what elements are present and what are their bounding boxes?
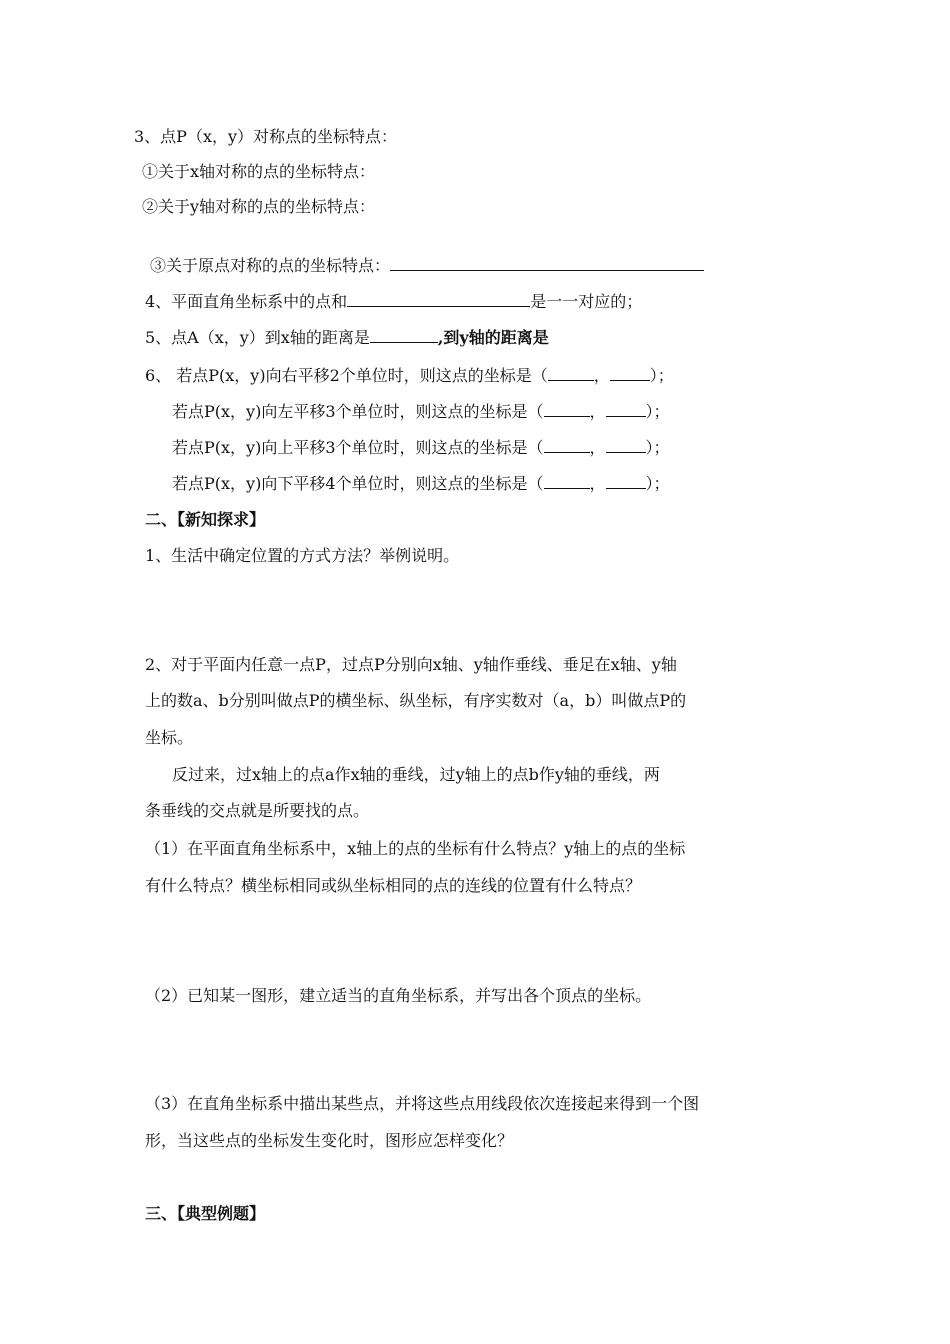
paragraph-2-line-1 [145,654,677,676]
question-1-text: 1、生活中确定位置的方式方法？举例说明。 [145,546,460,565]
y-axis-symmetry-line [142,196,375,218]
sub-question-3-text-1: （3）在直角坐标系中描出某些点，并将这些点用线段依次连接起来得到一个图 [145,1094,700,1113]
item-6-left-line [172,401,670,423]
sub-question-3-line-1 [145,1093,699,1115]
item-3-heading [134,126,397,148]
item-5-text-b: ,到y轴的距离是 [437,328,549,347]
paragraph-3-line-2 [145,800,369,822]
item-4-line [145,291,642,313]
paragraph-2-text-1: 2、对于平面内任意一点P，过点P分别向x轴、y轴作垂线、垂足在x轴、y轴 [145,655,677,674]
item-5-text-a: 5、点A（x，y）到x轴的距离是 [145,328,370,347]
sub-question-3-text-2: 形，当这些点的坐标发生变化时，图形应怎样变化？ [145,1131,514,1150]
paragraph-2-text-2: 上的数a、b分别叫做点P的横坐标、纵坐标，有序实数对（a，b）叫做点P的 [145,691,687,710]
sub-question-1-text-2: 有什么特点？横坐标相同或纵坐标相同的点的连线的位置有什么特点？ [145,876,642,895]
section-3-heading [145,1203,265,1225]
item-4-text-a: 4、平面直角坐标系中的点和 [145,292,348,311]
item-6-left-comma: ， [589,402,606,421]
item-6-right-text: 6、 若点P(x，y)向右平移2个单位时，则这点的坐标是（ [145,366,548,385]
section-2-title: 二、【新知探求】 [145,510,266,529]
item-6-up-line [172,437,670,459]
paragraph-3-text-1: 反过来，过x轴上的点a作x轴的垂线，过y轴上的点b作y轴的垂线，两 [172,765,660,784]
item-4-text-b: 是一一对应的； [530,292,643,311]
item-5-line [145,327,549,349]
sub-question-1-line-2 [145,875,641,897]
item-6-down-text: 若点P(x，y)向下平移4个单位时，则这点的坐标是（ [172,474,544,493]
item-6-up-comma: ， [589,438,606,457]
section-3-title: 三、【典型例题】 [145,1204,266,1223]
item-6-right-blank-y [610,365,650,381]
item-6-right-comma: ， [593,366,610,385]
paragraph-2-text-3: 坐标。 [145,728,194,747]
item-6-left-blank-y [606,401,646,417]
item-5-blank [370,327,438,343]
item-6-left-text: 若点P(x，y)向左平移3个单位时，则这点的坐标是（ [172,402,544,421]
item-6-right-blank-x [548,365,594,381]
item-6-down-line [172,473,670,495]
y-axis-symmetry-text: ②关于y轴对称的点的坐标特点： [142,197,376,216]
item-6-up-close: ）； [645,438,670,457]
sub-question-1-text-1: （1）在平面直角坐标系中，x轴上的点的坐标有什么特点？y轴上的点的坐标 [145,839,686,858]
x-axis-symmetry-line [142,161,375,183]
item-6-down-blank-y [606,473,646,489]
section-2-heading [145,509,265,531]
item-6-right-line [145,365,674,387]
origin-symmetry-text: ③关于原点对称的点的坐标特点： [150,256,391,275]
item-6-left-close: ）； [645,402,670,421]
item-6-down-blank-x [544,473,590,489]
paragraph-2-line-3 [145,727,193,749]
item-6-up-blank-y [606,437,646,453]
x-axis-symmetry-text: ①关于x轴对称的点的坐标特点： [142,162,376,181]
item-6-up-blank-x [544,437,590,453]
paragraph-2-line-2 [145,690,686,712]
sub-question-2-text: （2）已知某一图形，建立适当的直角坐标系，并写出各个顶点的坐标。 [145,986,652,1005]
item-3-text: 3、点P（x，y）对称点的坐标特点： [134,127,398,146]
sub-question-1-line-1 [145,838,685,860]
question-1-line [145,545,459,567]
sub-question-2-line [145,985,651,1007]
origin-symmetry-blank [390,255,704,271]
paragraph-3-text-2: 条垂线的交点就是所要找的点。 [145,801,370,820]
item-6-up-text: 若点P(x，y)向上平移3个单位时，则这点的坐标是（ [172,438,544,457]
origin-symmetry-line [150,255,704,277]
sub-question-3-line-2 [145,1130,513,1152]
item-6-down-close: ）； [645,474,670,493]
item-6-down-comma: ， [589,474,606,493]
paragraph-3-line-1 [172,764,660,786]
item-4-blank [347,291,530,307]
item-6-left-blank-x [544,401,590,417]
item-6-right-close: ）； [649,366,674,385]
